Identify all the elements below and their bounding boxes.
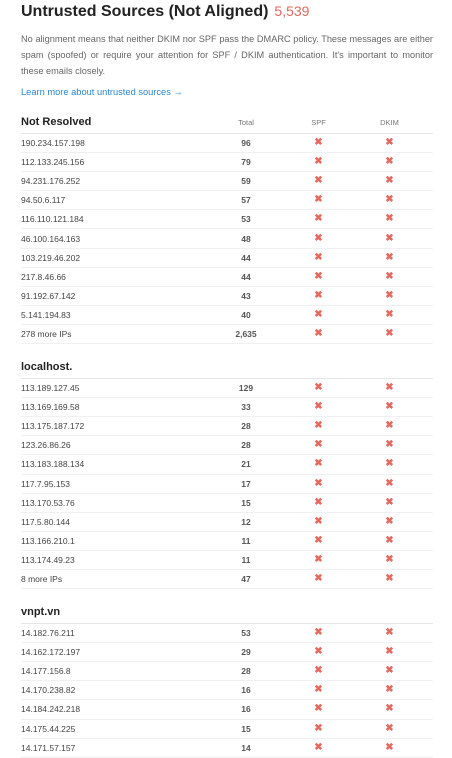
table-row[interactable] [21, 455, 433, 474]
section-header-row [21, 356, 433, 379]
source-section [21, 601, 433, 758]
message-total: 2,635 [201, 324, 291, 343]
spf-fail-icon: ✖ [291, 417, 346, 436]
sources-table [21, 356, 433, 589]
table-row[interactable] [21, 286, 433, 305]
spf-fail-icon: ✖ [291, 550, 346, 569]
sources-table [21, 111, 433, 344]
spf-fail-icon: ✖ [291, 436, 346, 455]
dkim-fail-icon: ✖ [346, 738, 433, 757]
table-row[interactable] [21, 512, 433, 531]
dkim-fail-icon: ✖ [346, 379, 433, 398]
table-row[interactable] [21, 474, 433, 493]
source-ip: 113.189.127.45 [21, 379, 201, 398]
message-total: 16 [201, 700, 291, 719]
column-header-total [201, 601, 291, 624]
table-row[interactable] [21, 248, 433, 267]
spf-fail-icon: ✖ [291, 210, 346, 229]
message-total: 33 [201, 398, 291, 417]
table-row[interactable] [21, 662, 433, 681]
source-ip: 14.162.172.197 [21, 643, 201, 662]
table-row[interactable] [21, 738, 433, 757]
source-ip: 46.100.164.163 [21, 229, 201, 248]
table-row[interactable] [21, 379, 433, 398]
sources-table [21, 601, 433, 758]
dkim-fail-icon: ✖ [346, 700, 433, 719]
source-ip: 103.219.46.202 [21, 248, 201, 267]
message-total: 28 [201, 417, 291, 436]
dkim-fail-icon: ✖ [346, 455, 433, 474]
message-total: 59 [201, 172, 291, 191]
message-total: 53 [201, 624, 291, 643]
table-row[interactable] [21, 531, 433, 550]
column-header-spf: SPF [291, 111, 346, 134]
table-row[interactable] [21, 210, 433, 229]
dkim-fail-icon: ✖ [346, 172, 433, 191]
untrusted-count: 5,539 [274, 3, 310, 19]
message-total: 43 [201, 286, 291, 305]
source-ip: 116.110.121.184 [21, 210, 201, 229]
message-total: 40 [201, 305, 291, 324]
message-total: 11 [201, 531, 291, 550]
section-title: vnpt.vn [21, 601, 201, 624]
dkim-fail-icon: ✖ [346, 305, 433, 324]
spf-fail-icon: ✖ [291, 324, 346, 343]
spf-fail-icon: ✖ [291, 569, 346, 588]
dkim-fail-icon: ✖ [346, 719, 433, 738]
dkim-fail-icon: ✖ [346, 436, 433, 455]
spf-fail-icon: ✖ [291, 455, 346, 474]
message-total: 57 [201, 191, 291, 210]
spf-fail-icon: ✖ [291, 662, 346, 681]
sections-container [21, 111, 433, 758]
table-row[interactable] [21, 267, 433, 286]
section-header-row [21, 111, 433, 134]
source-ip: 217.8.46.66 [21, 267, 201, 286]
source-ip: 112.133.245.156 [21, 153, 201, 172]
source-ip: 14.177.156.8 [21, 662, 201, 681]
title-row [21, 0, 433, 25]
dkim-fail-icon: ✖ [346, 286, 433, 305]
message-total: 28 [201, 436, 291, 455]
dkim-fail-icon: ✖ [346, 643, 433, 662]
source-ip: 123.26.86.26 [21, 436, 201, 455]
source-section [21, 356, 433, 589]
source-ip: 113.166.210.1 [21, 531, 201, 550]
table-row[interactable] [21, 172, 433, 191]
spf-fail-icon: ✖ [291, 474, 346, 493]
table-row[interactable] [21, 681, 433, 700]
column-header-total: Total [201, 111, 291, 134]
message-total: 53 [201, 210, 291, 229]
spf-fail-icon: ✖ [291, 398, 346, 417]
source-ip: 113.175.187.172 [21, 417, 201, 436]
dkim-fail-icon: ✖ [346, 550, 433, 569]
message-total: 17 [201, 474, 291, 493]
spf-fail-icon: ✖ [291, 248, 346, 267]
dkim-fail-icon: ✖ [346, 512, 433, 531]
source-ip: 91.192.67.142 [21, 286, 201, 305]
dkim-fail-icon: ✖ [346, 210, 433, 229]
table-row[interactable] [21, 719, 433, 738]
dkim-fail-icon: ✖ [346, 681, 433, 700]
table-row[interactable] [21, 398, 433, 417]
learn-more-link[interactable]: Learn more about untrusted sources → [21, 87, 183, 97]
source-ip: 113.183.188.134 [21, 455, 201, 474]
dkim-fail-icon: ✖ [346, 624, 433, 643]
spf-fail-icon: ✖ [291, 229, 346, 248]
source-ip: 113.169.169.58 [21, 398, 201, 417]
message-total: 44 [201, 248, 291, 267]
message-total: 48 [201, 229, 291, 248]
table-row[interactable] [21, 436, 433, 455]
column-header-spf [291, 601, 346, 624]
page-title: Untrusted Sources (Not Aligned) [21, 3, 269, 20]
message-total: 14 [201, 738, 291, 757]
dkim-fail-icon: ✖ [346, 569, 433, 588]
column-header-spf [291, 356, 346, 379]
source-ip: 14.175.44.225 [21, 719, 201, 738]
table-row[interactable] [21, 305, 433, 324]
source-ip: 117.7.95.153 [21, 474, 201, 493]
source-ip: 8 more IPs [21, 569, 201, 588]
description: No alignment means that neither DKIM nor SPF pass the DMARC policy. These messages are either spam (spoofed) or require your attention for SPF / DKIM authentication. It's important to monitor these emails closely. [21, 34, 433, 76]
table-row[interactable] [21, 153, 433, 172]
source-ip: 14.171.57.157 [21, 738, 201, 757]
spf-fail-icon: ✖ [291, 134, 346, 153]
dkim-fail-icon: ✖ [346, 324, 433, 343]
message-total: 129 [201, 379, 291, 398]
message-total: 96 [201, 134, 291, 153]
dkim-fail-icon: ✖ [346, 662, 433, 681]
spf-fail-icon: ✖ [291, 700, 346, 719]
message-total: 79 [201, 153, 291, 172]
source-ip: 5.141.194.83 [21, 305, 201, 324]
source-ip: 94.231.176.252 [21, 172, 201, 191]
source-section [21, 111, 433, 344]
dkim-fail-icon: ✖ [346, 153, 433, 172]
table-row[interactable] [21, 550, 433, 569]
table-row[interactable] [21, 134, 433, 153]
table-row[interactable] [21, 569, 433, 588]
message-total: 47 [201, 569, 291, 588]
column-header-dkim: DKIM [346, 111, 433, 134]
table-row[interactable] [21, 700, 433, 719]
spf-fail-icon: ✖ [291, 379, 346, 398]
message-total: 16 [201, 681, 291, 700]
dkim-fail-icon: ✖ [346, 191, 433, 210]
spf-fail-icon: ✖ [291, 286, 346, 305]
source-ip: 94.50.6.117 [21, 191, 201, 210]
dkim-fail-icon: ✖ [346, 474, 433, 493]
spf-fail-icon: ✖ [291, 191, 346, 210]
table-row[interactable] [21, 229, 433, 248]
message-total: 44 [201, 267, 291, 286]
message-total: 15 [201, 719, 291, 738]
message-total: 15 [201, 493, 291, 512]
table-row[interactable] [21, 417, 433, 436]
spf-fail-icon: ✖ [291, 624, 346, 643]
dkim-fail-icon: ✖ [346, 267, 433, 286]
spf-fail-icon: ✖ [291, 153, 346, 172]
source-ip: 113.170.53.76 [21, 493, 201, 512]
column-header-dkim [346, 601, 433, 624]
column-header-total [201, 356, 291, 379]
dkim-fail-icon: ✖ [346, 248, 433, 267]
spf-fail-icon: ✖ [291, 305, 346, 324]
source-ip: 190.234.157.198 [21, 134, 201, 153]
message-total: 11 [201, 550, 291, 569]
section-header-row [21, 601, 433, 624]
source-ip: 113.174.49.23 [21, 550, 201, 569]
spf-fail-icon: ✖ [291, 719, 346, 738]
table-row[interactable] [21, 624, 433, 643]
section-title: Not Resolved [21, 111, 201, 134]
source-ip: 14.170.238.82 [21, 681, 201, 700]
spf-fail-icon: ✖ [291, 172, 346, 191]
source-ip: 278 more IPs [21, 324, 201, 343]
message-total: 21 [201, 455, 291, 474]
source-ip: 14.182.76.211 [21, 624, 201, 643]
message-total: 29 [201, 643, 291, 662]
table-row[interactable] [21, 191, 433, 210]
table-row[interactable] [21, 643, 433, 662]
section-title: localhost. [21, 356, 201, 379]
column-header-dkim [346, 356, 433, 379]
source-ip: 117.5.80.144 [21, 512, 201, 531]
source-ip: 14.184.242.218 [21, 700, 201, 719]
message-total: 28 [201, 662, 291, 681]
spf-fail-icon: ✖ [291, 493, 346, 512]
message-total: 12 [201, 512, 291, 531]
dkim-fail-icon: ✖ [346, 398, 433, 417]
dkim-fail-icon: ✖ [346, 531, 433, 550]
dkim-fail-icon: ✖ [346, 493, 433, 512]
spf-fail-icon: ✖ [291, 643, 346, 662]
dkim-fail-icon: ✖ [346, 229, 433, 248]
dkim-fail-icon: ✖ [346, 417, 433, 436]
spf-fail-icon: ✖ [291, 267, 346, 286]
dkim-fail-icon: ✖ [346, 134, 433, 153]
spf-fail-icon: ✖ [291, 681, 346, 700]
spf-fail-icon: ✖ [291, 531, 346, 550]
spf-fail-icon: ✖ [291, 738, 346, 757]
spf-fail-icon: ✖ [291, 512, 346, 531]
table-row[interactable] [21, 324, 433, 343]
table-row[interactable] [21, 493, 433, 512]
